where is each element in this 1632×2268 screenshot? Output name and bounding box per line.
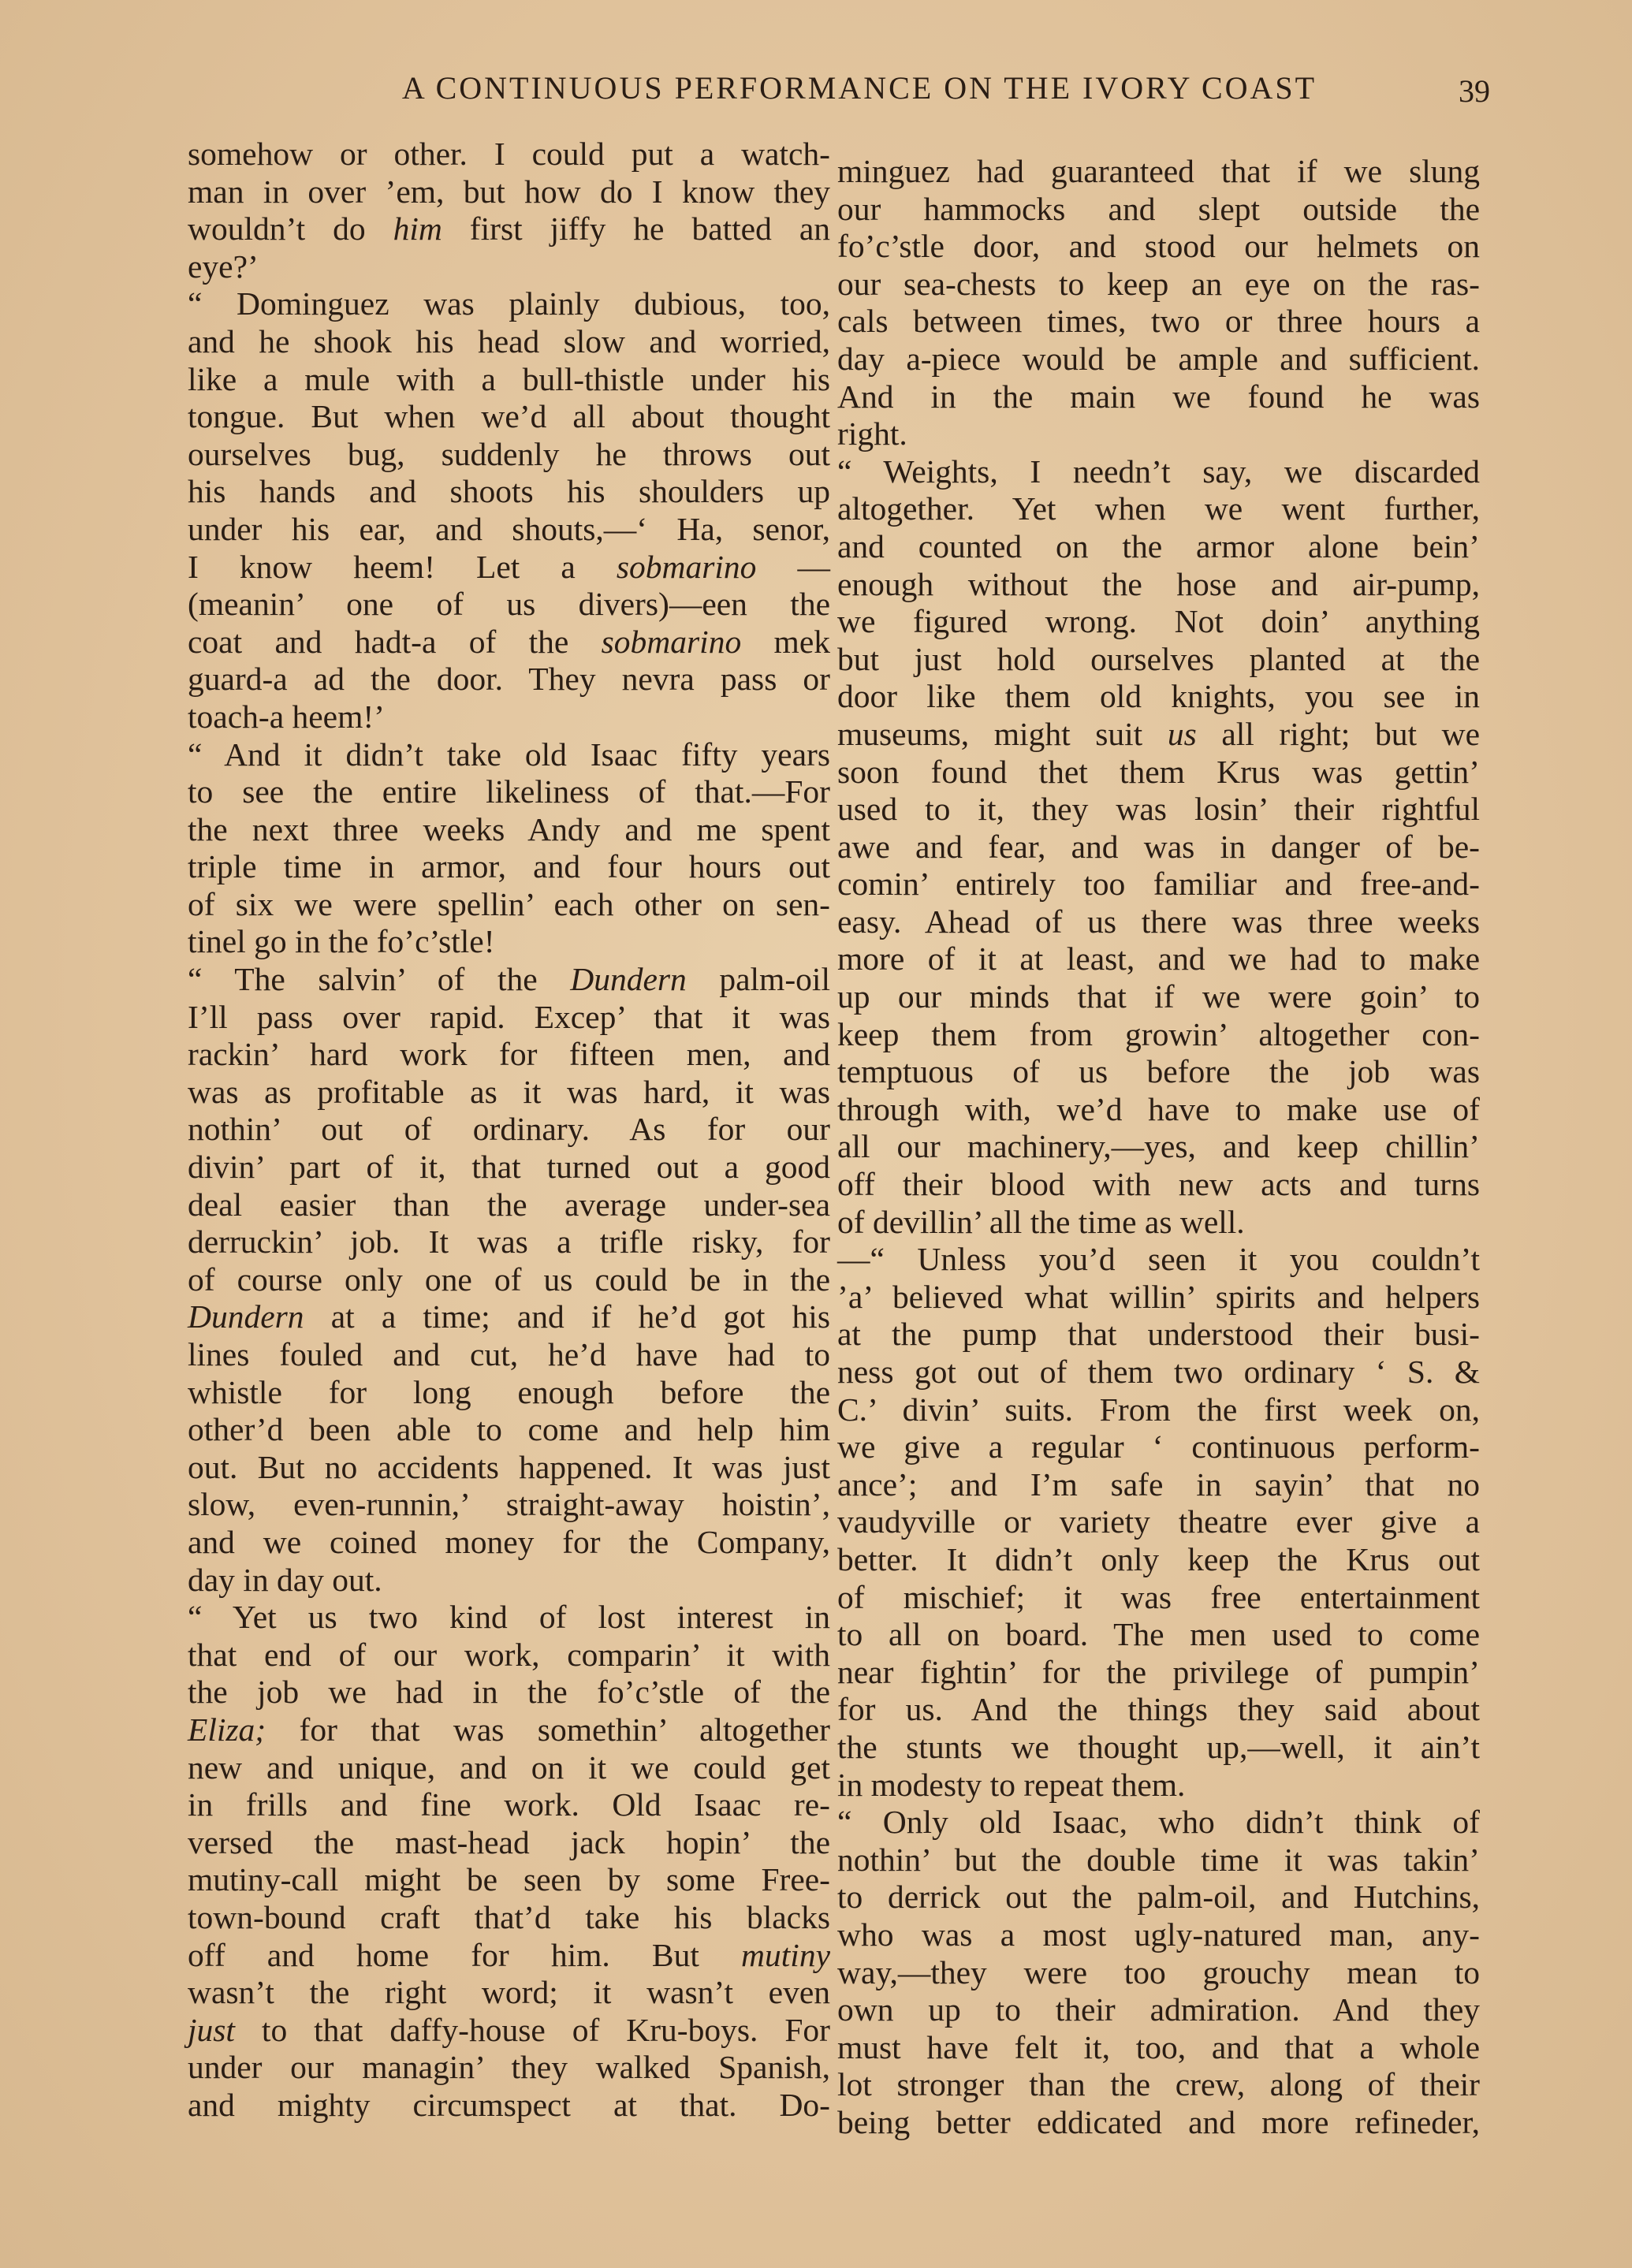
text-line: off and home for him. But mutiny xyxy=(188,1936,830,1973)
text-line: nothin’ out of ordinary. As for our xyxy=(188,1111,830,1148)
text-line: triple time in armor, and four hours out xyxy=(188,848,830,885)
text-line: the stunts we thought up,—well, it ain’t xyxy=(837,1728,1480,1765)
left-column xyxy=(188,136,830,2124)
text-line: in frills and fine work. Old Isaac re- xyxy=(188,1786,830,1823)
text-line: slow, even-runnin,’ straight-away hoistin’, xyxy=(188,1486,830,1523)
text-line: whistle for long enough before the xyxy=(188,1373,830,1410)
text-line: for us. And the things they said about xyxy=(837,1691,1480,1728)
text-line: temptuous of us before the job was xyxy=(837,1053,1480,1090)
text-line: somehow or other. I could put a watch- xyxy=(188,136,830,172)
text-line: the job we had in the fo’c’stle of the xyxy=(188,1674,830,1711)
text-line: other’d been able to come and help him xyxy=(188,1411,830,1448)
text-line: soon found thet them Krus was gettin’ xyxy=(837,753,1480,790)
text-line: of devillin’ all the time as well. xyxy=(837,1203,1245,1240)
text-line: our sea-chests to keep an eye on the ras- xyxy=(837,265,1480,302)
text-line: to all on board. The men used to come xyxy=(837,1616,1480,1653)
text-line: wouldn’t do him first jiffy he batted an xyxy=(188,210,830,248)
text-line: tinel go in the fo’c’stle! xyxy=(188,923,495,960)
text-line: ourselves bug, suddenly he throws out xyxy=(188,435,830,472)
text-line: I’ll pass over rapid. Excep’ that it was xyxy=(188,998,830,1035)
text-line: who was a most ugly-natured man, any- xyxy=(837,1916,1480,1953)
text-line: that end of our work, comparin’ it with xyxy=(188,1636,830,1673)
text-line: through with, we’d have to make use of xyxy=(837,1090,1480,1127)
text-line: deal easier than the average under-sea xyxy=(188,1186,830,1223)
text-line: museums, might suit us all right; but we xyxy=(837,715,1480,752)
text-line: being better eddicated and more refineder, xyxy=(837,2103,1480,2140)
text-line: we figured wrong. Not doin’ anything xyxy=(837,603,1480,640)
text-line: at the pump that understood their busi- xyxy=(837,1316,1480,1353)
text-line: ’a’ believed what willin’ spirits and helpers xyxy=(837,1278,1480,1315)
text-line: altogether. Yet when we went further, xyxy=(837,490,1480,527)
text-line: but just hold ourselves planted at the xyxy=(837,640,1480,677)
text-line: like a mule with a bull-thistle under his xyxy=(188,360,830,397)
text-line: way,—they were too grouchy mean to xyxy=(837,1953,1480,1991)
text-line: toach-a heem!’ xyxy=(188,698,385,735)
text-line: day a-piece would be ample and sufficient. xyxy=(837,340,1480,377)
text-line: new and unique, and on it we could get xyxy=(188,1748,830,1786)
text-line: awe and fear, and was in danger of be- xyxy=(837,828,1480,865)
text-line: versed the mast-head jack hopin’ the xyxy=(188,1823,830,1860)
text-line: “ Dominguez was plainly dubious, too, xyxy=(188,285,830,322)
text-line: Dundern at a time; and if he’d got his xyxy=(188,1298,830,1335)
text-line: near fightin’ for the privilege of pumpin’ xyxy=(837,1653,1480,1690)
text-line: Eliza; for that was somethin’ altogether xyxy=(188,1711,830,1748)
text-line: to derrick out the palm-oil, and Hutchins, xyxy=(837,1879,1480,1916)
text-line: “ Only old Isaac, who didn’t think of xyxy=(837,1804,1480,1841)
text-line: of six we were spellin’ each other on sen- xyxy=(188,885,830,922)
text-line: under our managin’ they walked Spanish, xyxy=(188,2049,830,2086)
text-line: fo’c’stle door, and stood our helmets on xyxy=(837,228,1480,265)
text-line: to see the entire likeliness of that.—For xyxy=(188,773,830,810)
text-line: of course only one of us could be in the xyxy=(188,1261,830,1298)
text-line: we give a regular ‘ continuous perform- xyxy=(837,1428,1480,1465)
text-line: eye?’ xyxy=(188,248,259,285)
text-line: town-bound craft that’d take his blacks xyxy=(188,1898,830,1935)
text-line: (meanin’ one of us divers)—een the xyxy=(188,586,830,623)
text-line: of mischief; it was free entertainment xyxy=(837,1578,1480,1615)
text-line: and we coined money for the Company, xyxy=(188,1523,830,1560)
running-head-title: A CONTINUOUS PERFORMANCE ON THE IVORY COAST xyxy=(401,70,1317,106)
text-line: “ Weights, I needn’t say, we discarded xyxy=(837,452,1480,490)
text-line: lines fouled and cut, he’d have had to xyxy=(188,1336,830,1372)
text-line: keep them from growin’ altogether con- xyxy=(837,1015,1480,1052)
text-line: out. But no accidents happened. It was just xyxy=(188,1448,830,1485)
text-line: was as profitable as it was hard, it was xyxy=(188,1073,830,1110)
text-line: derruckin’ job. It was a trifle risky, for xyxy=(188,1223,830,1261)
right-column xyxy=(837,153,1480,2141)
text-line: comin’ entirely too familiar and free-and- xyxy=(837,866,1480,903)
text-line: wasn’t the right word; it wasn’t even xyxy=(188,1974,830,2011)
text-line: I know heem! Let a sobmarino — xyxy=(188,548,831,585)
text-line: our hammocks and slept outside the xyxy=(837,190,1480,227)
text-line: cals between times, two or three hours a xyxy=(837,303,1480,340)
text-line: better. It didn’t only keep the Krus out xyxy=(837,1540,1480,1577)
text-line: off their blood with new acts and turns xyxy=(837,1166,1480,1203)
text-line: divin’ part of it, that turned out a good xyxy=(188,1149,830,1186)
text-line: own up to their admiration. And they xyxy=(837,1991,1480,2028)
text-line: lot stronger than the crew, along of their xyxy=(837,2066,1480,2103)
text-line: nothin’ but the double time it was takin’ xyxy=(837,1841,1480,1878)
text-line: vaudyville or variety theatre ever give a xyxy=(837,1503,1480,1540)
text-line: and counted on the armor alone bein’ xyxy=(837,527,1480,564)
text-line: and mighty circumspect at that. Do- xyxy=(188,2086,830,2123)
text-line: ance’; and I’m safe in sayin’ that no xyxy=(837,1465,1480,1503)
text-line: “ The salvin’ of the Dundern palm-oil xyxy=(188,961,830,998)
text-line: door like them old knights, you see in xyxy=(837,678,1480,715)
text-line: And in the main we found he was xyxy=(837,378,1480,415)
text-line: tongue. But when we’d all about thought xyxy=(188,398,830,435)
text-line: used to it, they was losin’ their rightful xyxy=(837,791,1480,828)
text-line: in modesty to repeat them. xyxy=(837,1766,1186,1803)
text-line: man in over ’em, but how do I know they xyxy=(188,173,830,210)
text-line: day in day out. xyxy=(188,1561,382,1598)
text-line: all our machinery,—yes, and keep chillin’ xyxy=(837,1128,1480,1165)
text-line: C.’ divin’ suits. From the first week on, xyxy=(837,1391,1480,1428)
text-line: just to that daffy-house of Kru-boys. For xyxy=(188,2011,830,2048)
text-line: mutiny-call might be seen by some Free- xyxy=(188,1861,830,1898)
text-line: coat and hadt-a of the sobmarino mek xyxy=(188,623,830,660)
text-line: enough without the hose and air-pump, xyxy=(837,565,1480,602)
text-line: minguez had guaranteed that if we slung xyxy=(837,153,1480,189)
text-line: more of it at least, and we had to make xyxy=(837,940,1480,978)
text-line: up our minds that if we were goin’ to xyxy=(837,978,1480,1015)
text-line: rackin’ hard work for fifteen men, and xyxy=(188,1036,830,1073)
text-line: ness got out of them two ordinary ‘ S. & xyxy=(837,1354,1480,1390)
text-line: under his ear, and shouts,—‘ Ha, senor, xyxy=(188,510,830,547)
text-line: must have felt it, too, and that a whole xyxy=(837,2028,1480,2065)
text-line: “ Yet us two kind of lost interest in xyxy=(188,1599,830,1636)
text-line: and he shook his head slow and worried, xyxy=(188,322,830,359)
text-line: the next three weeks Andy and me spent xyxy=(188,810,830,847)
page-number: 39 xyxy=(1459,73,1490,109)
text-line: guard-a ad the door. They nevra pass or xyxy=(188,661,830,698)
text-line: his hands and shoots his shoulders up xyxy=(188,473,830,510)
text-line: easy. Ahead of us there was three weeks xyxy=(837,903,1480,940)
text-line: right. xyxy=(837,415,907,452)
text-line: “ And it didn’t take old Isaac fifty years xyxy=(188,736,830,773)
text-line: —“ Unless you’d seen it you couldn’t xyxy=(837,1241,1480,1278)
